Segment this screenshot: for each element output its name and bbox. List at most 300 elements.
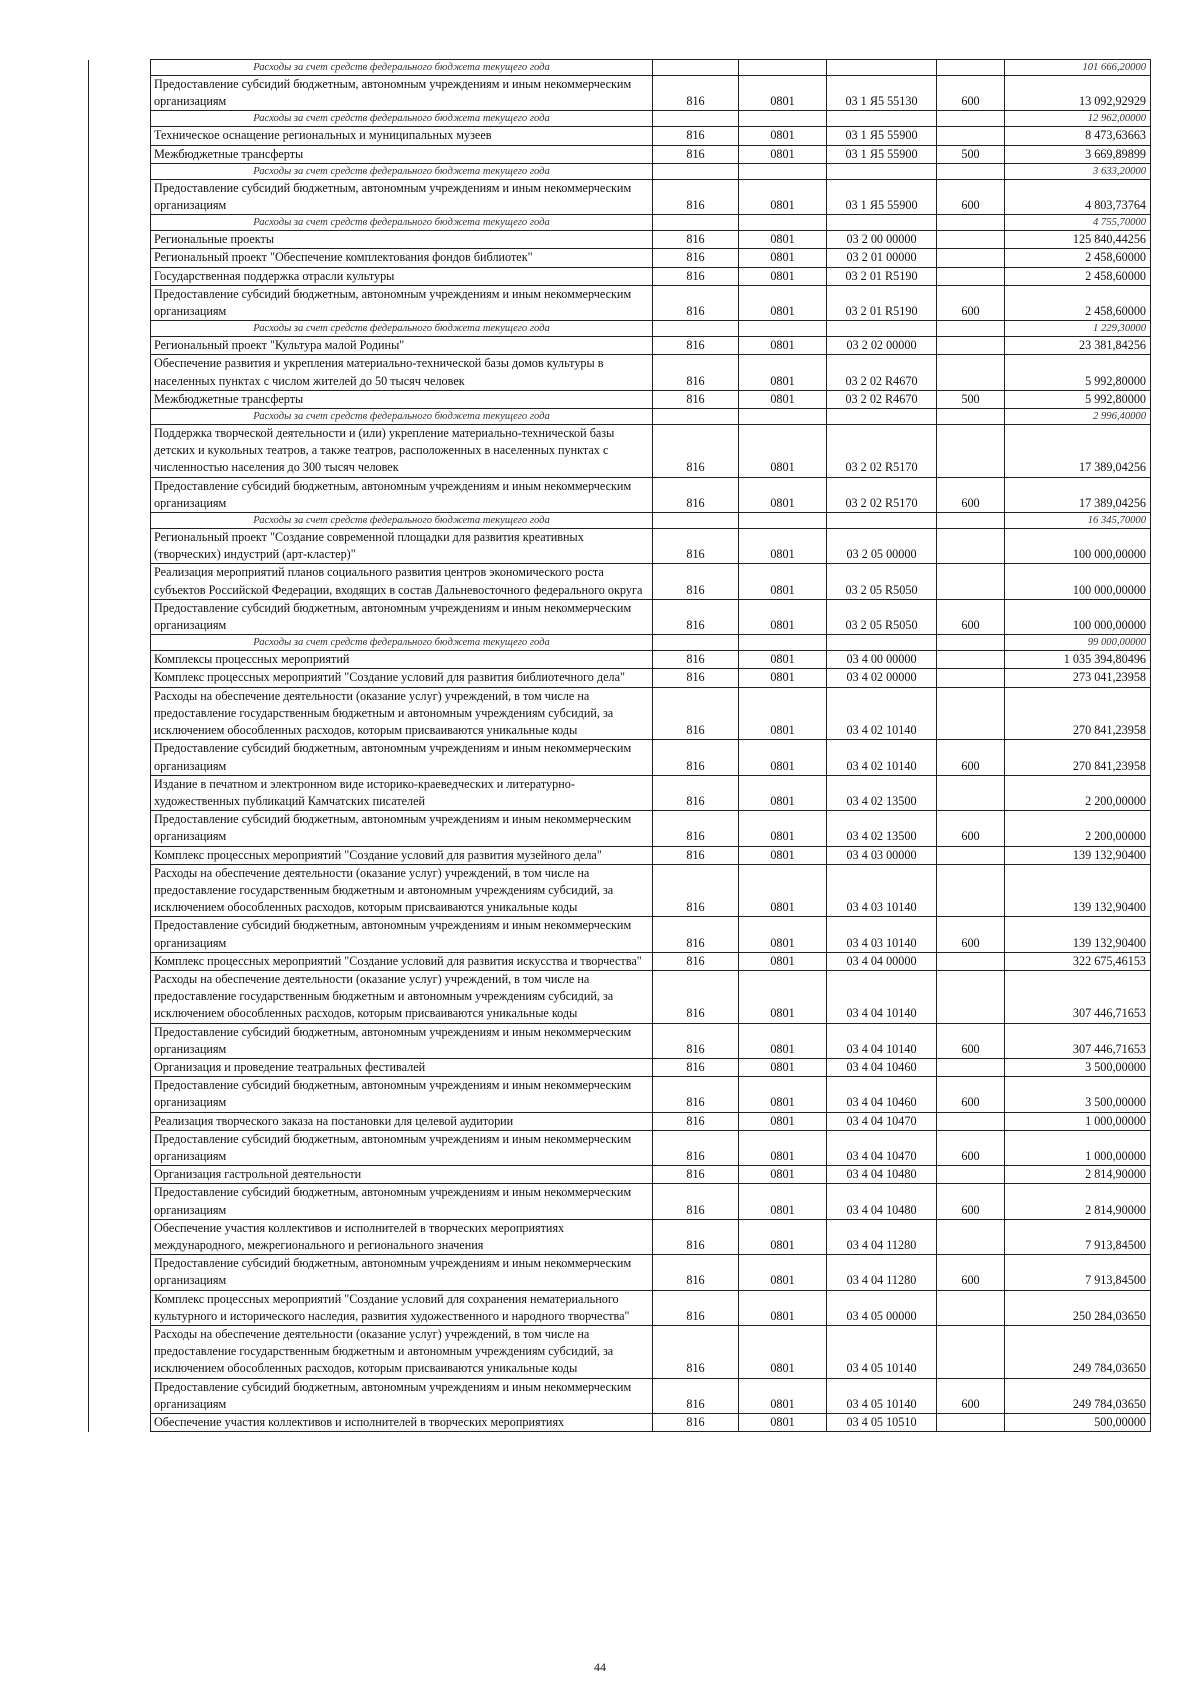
row-margin-cell	[89, 1414, 151, 1432]
amount-cell: 5 992,80000	[1005, 390, 1151, 408]
expense-type-code-cell	[937, 215, 1005, 231]
table-row	[89, 1112, 1151, 1130]
target-item-code-cell: 03 4 04 10480	[827, 1166, 937, 1184]
section-code-cell: 0801	[739, 231, 827, 249]
row-margin-cell	[89, 127, 151, 145]
table-row	[89, 76, 1151, 111]
target-item-code-cell	[827, 321, 937, 337]
expense-type-code-cell	[937, 267, 1005, 285]
expense-name-cell: Комплекс процессных мероприятий "Создание условий для развития музейного дела"	[151, 846, 653, 864]
target-item-code-cell: 03 2 01 00000	[827, 249, 937, 267]
row-margin-cell	[89, 215, 151, 231]
ministry-code-cell: 816	[653, 811, 739, 846]
section-code-cell: 0801	[739, 1058, 827, 1076]
section-code-cell: 0801	[739, 337, 827, 355]
amount-cell: 2 200,00000	[1005, 811, 1151, 846]
expense-type-code-cell	[937, 1326, 1005, 1379]
ministry-code-cell: 816	[653, 1184, 739, 1219]
table-row	[89, 249, 1151, 267]
amount-cell: 16 345,70000	[1005, 513, 1151, 529]
ministry-code-cell: 816	[653, 651, 739, 669]
row-margin-cell	[89, 775, 151, 810]
expense-name-cell: Издание в печатном и электронном виде историко-краеведческих и литературно-художественных публикаций Камчатских писателей	[151, 775, 653, 810]
expense-type-code-cell: 600	[937, 740, 1005, 775]
expense-name-cell: Межбюджетные трансферты	[151, 390, 653, 408]
amount-cell: 7 913,84500	[1005, 1219, 1151, 1254]
expense-name-cell: Обеспечение участия коллективов и исполнителей в творческих мероприятиях международного, межрегионального и регионального значения	[151, 1219, 653, 1254]
amount-cell: 12 962,00000	[1005, 111, 1151, 127]
ministry-code-cell: 816	[653, 1112, 739, 1130]
expense-name-cell: Предоставление субсидий бюджетным, автономным учреждениям и иным некоммерческим организациям	[151, 1378, 653, 1413]
federal-budget-note-row	[89, 513, 1151, 529]
amount-cell: 307 446,71653	[1005, 1023, 1151, 1058]
ministry-code-cell: 816	[653, 1077, 739, 1112]
expense-type-code-cell: 600	[937, 811, 1005, 846]
expense-type-code-cell: 600	[937, 917, 1005, 952]
row-margin-cell	[89, 1077, 151, 1112]
expense-name-cell: Государственная поддержка отрасли культуры	[151, 267, 653, 285]
expense-type-code-cell	[937, 687, 1005, 740]
ministry-code-cell: 816	[653, 355, 739, 390]
table-row	[89, 651, 1151, 669]
ministry-code-cell: 816	[653, 687, 739, 740]
table-row	[89, 599, 1151, 634]
row-margin-cell	[89, 163, 151, 179]
row-margin-cell	[89, 1023, 151, 1058]
target-item-code-cell: 03 2 05 00000	[827, 529, 937, 564]
target-item-code-cell: 03 2 00 00000	[827, 231, 937, 249]
row-margin-cell	[89, 249, 151, 267]
expense-name-cell: Поддержка творческой деятельности и (или) укрепление материально-технической базы детских и кукольных театров, а также театров, расположенных в населенных пунктах с численностью населения до 300 тысяч человек	[151, 425, 653, 478]
amount-cell: 270 841,23958	[1005, 740, 1151, 775]
expense-name-cell: Расходы на обеспечение деятельности (оказание услуг) учреждений, в том числе на предоставление государственным бюджетным и автономным учреждениям субсидий, за исключением обособленных расходов, которым присваиваются уникальные коды	[151, 970, 653, 1023]
expense-name-cell: Предоставление субсидий бюджетным, автономным учреждениям и иным некоммерческим организациям	[151, 1184, 653, 1219]
section-code-cell: 0801	[739, 952, 827, 970]
ministry-code-cell: 816	[653, 249, 739, 267]
target-item-code-cell: 03 1 Я5 55900	[827, 145, 937, 163]
federal-budget-note-row	[89, 409, 1151, 425]
row-margin-cell	[89, 267, 151, 285]
section-code-cell: 0801	[739, 687, 827, 740]
row-margin-cell	[89, 952, 151, 970]
ministry-code-cell: 816	[653, 669, 739, 687]
expense-type-code-cell: 500	[937, 145, 1005, 163]
table-row	[89, 1058, 1151, 1076]
row-margin-cell	[89, 687, 151, 740]
section-code-cell	[739, 409, 827, 425]
row-margin-cell	[89, 1290, 151, 1325]
row-margin-cell	[89, 111, 151, 127]
expense-type-code-cell	[937, 321, 1005, 337]
ministry-code-cell: 816	[653, 390, 739, 408]
target-item-code-cell: 03 4 04 10480	[827, 1184, 937, 1219]
expense-type-code-cell: 600	[937, 1184, 1005, 1219]
section-code-cell	[739, 163, 827, 179]
expense-name-cell: Обеспечение развития и укрепления материально-технической базы домов культуры в населенных пунктах с числом жителей до 50 тысяч человек	[151, 355, 653, 390]
table-row	[89, 1184, 1151, 1219]
row-margin-cell	[89, 635, 151, 651]
target-item-code-cell	[827, 635, 937, 651]
expense-type-code-cell: 500	[937, 390, 1005, 408]
ministry-code-cell	[653, 60, 739, 76]
section-code-cell: 0801	[739, 1023, 827, 1058]
expense-type-code-cell: 600	[937, 1378, 1005, 1413]
target-item-code-cell: 03 4 04 10460	[827, 1058, 937, 1076]
expense-name-cell: Предоставление субсидий бюджетным, автономным учреждениям и иным некоммерческим организациям	[151, 76, 653, 111]
amount-cell: 2 814,90000	[1005, 1166, 1151, 1184]
section-code-cell: 0801	[739, 1414, 827, 1432]
section-code-cell: 0801	[739, 669, 827, 687]
target-item-code-cell: 03 2 05 R5050	[827, 564, 937, 599]
target-item-code-cell: 03 4 03 10140	[827, 917, 937, 952]
row-margin-cell	[89, 1112, 151, 1130]
table-row	[89, 917, 1151, 952]
amount-cell: 7 913,84500	[1005, 1255, 1151, 1290]
ministry-code-cell: 816	[653, 599, 739, 634]
expense-type-code-cell	[937, 337, 1005, 355]
target-item-code-cell: 03 4 02 00000	[827, 669, 937, 687]
section-code-cell: 0801	[739, 249, 827, 267]
section-code-cell: 0801	[739, 1290, 827, 1325]
expense-type-code-cell	[937, 60, 1005, 76]
expense-type-code-cell	[937, 1058, 1005, 1076]
expense-name-cell: Предоставление субсидий бюджетным, автономным учреждениям и иным некоммерческим организациям	[151, 811, 653, 846]
expense-type-code-cell	[937, 846, 1005, 864]
section-code-cell: 0801	[739, 1184, 827, 1219]
target-item-code-cell: 03 4 00 00000	[827, 651, 937, 669]
amount-cell: 139 132,90400	[1005, 864, 1151, 917]
target-item-code-cell: 03 4 04 11280	[827, 1255, 937, 1290]
expense-type-code-cell	[937, 635, 1005, 651]
amount-cell: 249 784,03650	[1005, 1378, 1151, 1413]
target-item-code-cell: 03 2 01 R5190	[827, 267, 937, 285]
ministry-code-cell	[653, 111, 739, 127]
table-row	[89, 1219, 1151, 1254]
amount-cell: 1 229,30000	[1005, 321, 1151, 337]
row-margin-cell	[89, 529, 151, 564]
table-row	[89, 267, 1151, 285]
amount-cell: 100 000,00000	[1005, 529, 1151, 564]
row-margin-cell	[89, 477, 151, 512]
section-code-cell: 0801	[739, 1166, 827, 1184]
target-item-code-cell: 03 1 Я5 55900	[827, 127, 937, 145]
section-code-cell: 0801	[739, 1130, 827, 1165]
federal-budget-note-row	[89, 111, 1151, 127]
table-row	[89, 1414, 1151, 1432]
expense-type-code-cell	[937, 1219, 1005, 1254]
expense-type-code-cell	[937, 775, 1005, 810]
amount-cell: 139 132,90400	[1005, 917, 1151, 952]
amount-cell: 307 446,71653	[1005, 970, 1151, 1023]
table-row	[89, 390, 1151, 408]
row-margin-cell	[89, 513, 151, 529]
amount-cell: 4 803,73764	[1005, 179, 1151, 214]
target-item-code-cell: 03 4 05 10140	[827, 1378, 937, 1413]
target-item-code-cell	[827, 215, 937, 231]
amount-cell: 500,00000	[1005, 1414, 1151, 1432]
expense-type-code-cell	[937, 564, 1005, 599]
ministry-code-cell: 816	[653, 1058, 739, 1076]
amount-cell: 270 841,23958	[1005, 687, 1151, 740]
ministry-code-cell: 816	[653, 337, 739, 355]
amount-cell: 2 814,90000	[1005, 1184, 1151, 1219]
target-item-code-cell: 03 4 02 10140	[827, 687, 937, 740]
table-row	[89, 564, 1151, 599]
amount-cell: 100 000,00000	[1005, 599, 1151, 634]
table-row	[89, 775, 1151, 810]
section-code-cell: 0801	[739, 145, 827, 163]
expense-name-cell: Расходы за счет средств федерального бюджета текущего года	[151, 321, 653, 337]
table-row	[89, 1077, 1151, 1112]
expense-name-cell: Предоставление субсидий бюджетным, автономным учреждениям и иным некоммерческим организациям	[151, 599, 653, 634]
expense-type-code-cell	[937, 1166, 1005, 1184]
expense-type-code-cell	[937, 425, 1005, 478]
expense-type-code-cell: 600	[937, 477, 1005, 512]
amount-cell: 2 458,60000	[1005, 249, 1151, 267]
target-item-code-cell	[827, 513, 937, 529]
row-margin-cell	[89, 76, 151, 111]
target-item-code-cell: 03 4 04 10140	[827, 970, 937, 1023]
expense-type-code-cell	[937, 1112, 1005, 1130]
expense-name-cell: Расходы на обеспечение деятельности (оказание услуг) учреждений, в том числе на предоставление государственным бюджетным и автономным учреждениям субсидий, за исключением обособленных расходов, которым присваиваются уникальные коды	[151, 687, 653, 740]
target-item-code-cell: 03 4 03 10140	[827, 864, 937, 917]
row-margin-cell	[89, 60, 151, 76]
row-margin-cell	[89, 564, 151, 599]
section-code-cell: 0801	[739, 1112, 827, 1130]
amount-cell: 5 992,80000	[1005, 355, 1151, 390]
expense-type-code-cell	[937, 513, 1005, 529]
table-row	[89, 669, 1151, 687]
table-row	[89, 231, 1151, 249]
expense-type-code-cell	[937, 1290, 1005, 1325]
section-code-cell: 0801	[739, 76, 827, 111]
target-item-code-cell: 03 4 04 00000	[827, 952, 937, 970]
target-item-code-cell: 03 4 04 10460	[827, 1077, 937, 1112]
amount-cell: 99 000,00000	[1005, 635, 1151, 651]
expense-type-code-cell: 600	[937, 599, 1005, 634]
section-code-cell	[739, 60, 827, 76]
target-item-code-cell: 03 4 05 00000	[827, 1290, 937, 1325]
ministry-code-cell	[653, 163, 739, 179]
row-margin-cell	[89, 409, 151, 425]
expense-name-cell: Расходы за счет средств федерального бюджета текущего года	[151, 635, 653, 651]
expense-type-code-cell	[937, 249, 1005, 267]
table-row	[89, 337, 1151, 355]
ministry-code-cell: 816	[653, 76, 739, 111]
table-row	[89, 740, 1151, 775]
section-code-cell: 0801	[739, 529, 827, 564]
table-row	[89, 1166, 1151, 1184]
table-row	[89, 1378, 1151, 1413]
expense-name-cell: Региональный проект "Культура малой Родины"	[151, 337, 653, 355]
row-margin-cell	[89, 1184, 151, 1219]
section-code-cell: 0801	[739, 864, 827, 917]
target-item-code-cell: 03 1 Я5 55900	[827, 179, 937, 214]
expense-type-code-cell	[937, 864, 1005, 917]
row-margin-cell	[89, 321, 151, 337]
expense-name-cell: Предоставление субсидий бюджетным, автономным учреждениям и иным некоммерческим организациям	[151, 1130, 653, 1165]
expense-name-cell: Реализация творческого заказа на постановки для целевой аудитории	[151, 1112, 653, 1130]
expense-name-cell: Предоставление субсидий бюджетным, автономным учреждениям и иным некоммерческим организациям	[151, 917, 653, 952]
row-margin-cell	[89, 740, 151, 775]
row-margin-cell	[89, 864, 151, 917]
expense-name-cell: Предоставление субсидий бюджетным, автономным учреждениям и иным некоммерческим организациям	[151, 1255, 653, 1290]
ministry-code-cell: 816	[653, 1023, 739, 1058]
table-row	[89, 127, 1151, 145]
expense-name-cell: Расходы за счет средств федерального бюджета текущего года	[151, 111, 653, 127]
amount-cell: 125 840,44256	[1005, 231, 1151, 249]
section-code-cell	[739, 513, 827, 529]
expense-type-code-cell: 600	[937, 179, 1005, 214]
expense-name-cell: Предоставление субсидий бюджетным, автономным учреждениям и иным некоммерческим организациям	[151, 1023, 653, 1058]
row-margin-cell	[89, 1219, 151, 1254]
expense-name-cell: Расходы за счет средств федерального бюджета текущего года	[151, 215, 653, 231]
ministry-code-cell: 816	[653, 740, 739, 775]
section-code-cell: 0801	[739, 1255, 827, 1290]
amount-cell: 1 000,00000	[1005, 1112, 1151, 1130]
expense-type-code-cell	[937, 651, 1005, 669]
ministry-code-cell: 816	[653, 179, 739, 214]
expense-type-code-cell: 600	[937, 1255, 1005, 1290]
expense-name-cell: Организация гастрольной деятельности	[151, 1166, 653, 1184]
row-margin-cell	[89, 1058, 151, 1076]
expense-type-code-cell	[937, 952, 1005, 970]
row-margin-cell	[89, 355, 151, 390]
target-item-code-cell: 03 2 02 R5170	[827, 477, 937, 512]
target-item-code-cell: 03 4 02 13500	[827, 811, 937, 846]
expense-type-code-cell: 600	[937, 285, 1005, 320]
expense-type-code-cell	[937, 111, 1005, 127]
amount-cell: 17 389,04256	[1005, 425, 1151, 478]
expense-name-cell: Предоставление субсидий бюджетным, автономным учреждениям и иным некоммерческим организациям	[151, 740, 653, 775]
ministry-code-cell: 816	[653, 1130, 739, 1165]
ministry-code-cell: 816	[653, 145, 739, 163]
row-margin-cell	[89, 599, 151, 634]
ministry-code-cell: 816	[653, 127, 739, 145]
expense-name-cell: Комплекс процессных мероприятий "Создание условий для развития библиотечного дела"	[151, 669, 653, 687]
target-item-code-cell: 03 2 02 00000	[827, 337, 937, 355]
ministry-code-cell: 816	[653, 864, 739, 917]
ministry-code-cell: 816	[653, 1255, 739, 1290]
section-code-cell: 0801	[739, 355, 827, 390]
amount-cell: 249 784,03650	[1005, 1326, 1151, 1379]
federal-budget-note-row	[89, 60, 1151, 76]
ministry-code-cell: 816	[653, 231, 739, 249]
table-row	[89, 285, 1151, 320]
section-code-cell: 0801	[739, 267, 827, 285]
expense-type-code-cell: 600	[937, 1130, 1005, 1165]
target-item-code-cell: 03 2 02 R4670	[827, 390, 937, 408]
table-row	[89, 811, 1151, 846]
table-row	[89, 1290, 1151, 1325]
target-item-code-cell	[827, 111, 937, 127]
expense-name-cell: Региональный проект "Создание современной площадки для развития креативных (творческих) индустрий (арт-кластер)"	[151, 529, 653, 564]
expense-name-cell: Комплекс процессных мероприятий "Создание условий для сохранения нематериального культурного и исторического наследия, развития художественного и народного творчества"	[151, 1290, 653, 1325]
expense-name-cell: Расходы на обеспечение деятельности (оказание услуг) учреждений, в том числе на предоставление государственным бюджетным и автономным учреждениям субсидий, за исключением обособленных расходов, которым присваиваются уникальные коды	[151, 864, 653, 917]
expense-name-cell: Региональные проекты	[151, 231, 653, 249]
table-row	[89, 477, 1151, 512]
section-code-cell: 0801	[739, 477, 827, 512]
expense-type-code-cell	[937, 1414, 1005, 1432]
target-item-code-cell: 03 4 02 13500	[827, 775, 937, 810]
target-item-code-cell: 03 4 04 10470	[827, 1130, 937, 1165]
amount-cell: 250 284,03650	[1005, 1290, 1151, 1325]
section-code-cell: 0801	[739, 1077, 827, 1112]
amount-cell: 273 041,23958	[1005, 669, 1151, 687]
target-item-code-cell: 03 2 05 R5050	[827, 599, 937, 634]
expense-name-cell: Предоставление субсидий бюджетным, автономным учреждениям и иным некоммерческим организациям	[151, 1077, 653, 1112]
expense-name-cell: Техническое оснащение региональных и муниципальных музеев	[151, 127, 653, 145]
ministry-code-cell	[653, 635, 739, 651]
ministry-code-cell: 816	[653, 1326, 739, 1379]
row-margin-cell	[89, 1378, 151, 1413]
ministry-code-cell: 816	[653, 917, 739, 952]
expense-name-cell: Межбюджетные трансферты	[151, 145, 653, 163]
section-code-cell: 0801	[739, 127, 827, 145]
section-code-cell: 0801	[739, 1326, 827, 1379]
budget-table	[88, 59, 1151, 1432]
expense-type-code-cell	[937, 355, 1005, 390]
amount-cell: 2 996,40000	[1005, 409, 1151, 425]
section-code-cell: 0801	[739, 599, 827, 634]
section-code-cell: 0801	[739, 811, 827, 846]
ministry-code-cell: 816	[653, 952, 739, 970]
row-margin-cell	[89, 917, 151, 952]
table-row	[89, 1255, 1151, 1290]
table-row	[89, 1023, 1151, 1058]
table-row	[89, 846, 1151, 864]
target-item-code-cell	[827, 60, 937, 76]
amount-cell: 17 389,04256	[1005, 477, 1151, 512]
section-code-cell: 0801	[739, 285, 827, 320]
expense-name-cell: Предоставление субсидий бюджетным, автономным учреждениям и иным некоммерческим организациям	[151, 477, 653, 512]
ministry-code-cell: 816	[653, 1219, 739, 1254]
table-row	[89, 425, 1151, 478]
row-margin-cell	[89, 425, 151, 478]
amount-cell: 23 381,84256	[1005, 337, 1151, 355]
expense-name-cell: Предоставление субсидий бюджетным, автономным учреждениям и иным некоммерческим организациям	[151, 179, 653, 214]
table-row	[89, 529, 1151, 564]
ministry-code-cell: 816	[653, 1290, 739, 1325]
amount-cell: 2 200,00000	[1005, 775, 1151, 810]
row-margin-cell	[89, 390, 151, 408]
expense-name-cell: Расходы за счет средств федерального бюджета текущего года	[151, 163, 653, 179]
section-code-cell: 0801	[739, 846, 827, 864]
table-row	[89, 687, 1151, 740]
expense-type-code-cell	[937, 970, 1005, 1023]
section-code-cell: 0801	[739, 740, 827, 775]
row-margin-cell	[89, 1255, 151, 1290]
section-code-cell: 0801	[739, 775, 827, 810]
expense-name-cell: Реализация мероприятий планов социального развития центров экономического роста субъектов Российской Федерации, входящих в состав Дальневосточного федерального округа	[151, 564, 653, 599]
amount-cell: 3 500,00000	[1005, 1077, 1151, 1112]
table-row	[89, 1326, 1151, 1379]
amount-cell: 1 000,00000	[1005, 1130, 1151, 1165]
ministry-code-cell	[653, 215, 739, 231]
row-margin-cell	[89, 231, 151, 249]
row-margin-cell	[89, 1130, 151, 1165]
budget-table-body	[89, 60, 1151, 1432]
expense-type-code-cell	[937, 231, 1005, 249]
ministry-code-cell: 816	[653, 564, 739, 599]
section-code-cell: 0801	[739, 425, 827, 478]
section-code-cell	[739, 111, 827, 127]
ministry-code-cell: 816	[653, 425, 739, 478]
expense-type-code-cell	[937, 529, 1005, 564]
target-item-code-cell: 03 4 03 00000	[827, 846, 937, 864]
section-code-cell: 0801	[739, 917, 827, 952]
ministry-code-cell: 816	[653, 1166, 739, 1184]
